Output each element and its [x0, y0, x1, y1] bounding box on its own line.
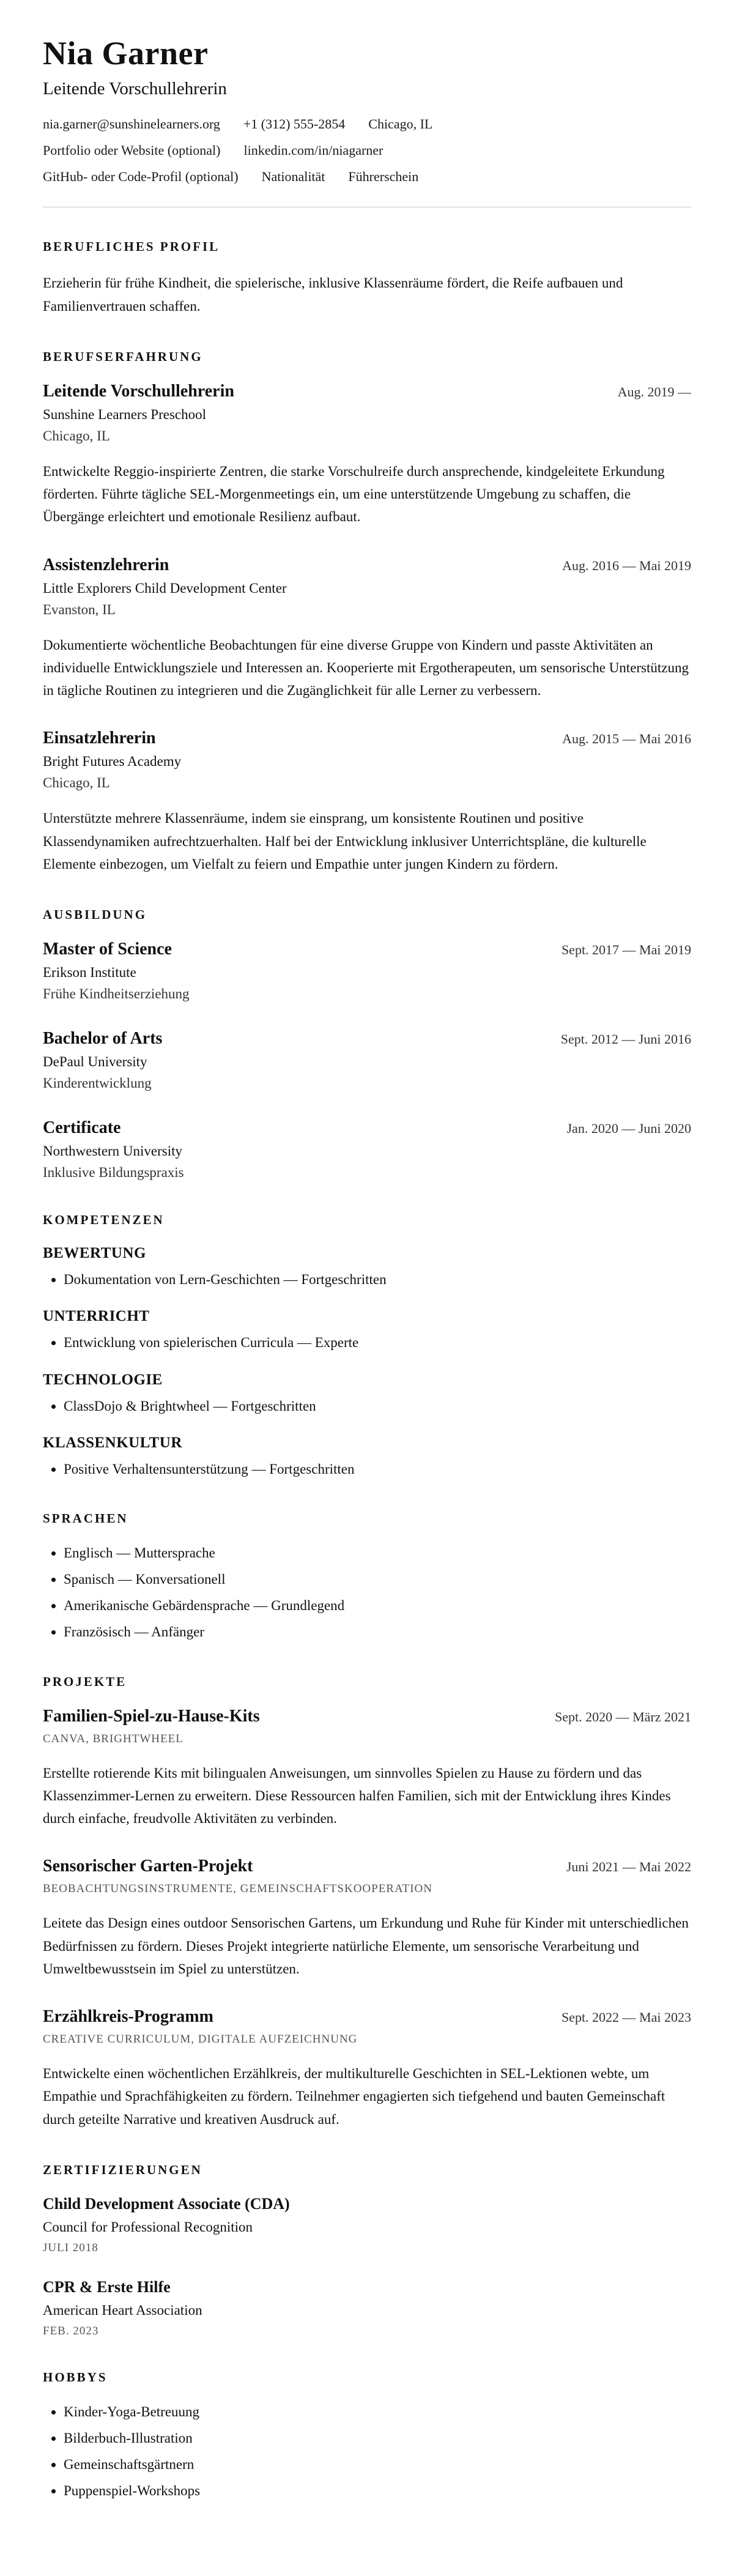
- job-title: Leitende Vorschullehrerin: [43, 381, 234, 401]
- language-item: • Französisch — Anfänger: [64, 1622, 691, 1642]
- project-description: Leitete das Design eines outdoor Sensorischen Gartens, um Erkundung und Ruhe für Kinder mit unterschiedlichen Bedürfnissen zu fördern. Dieses Projekt integrierte natürliche Elemente, um sensorische Verarbeitung und Umweltbewusstsein im Spiel zu unterstützen.: [43, 1915, 689, 1977]
- job-description: Dokumentierte wöchentliche Beobachtungen für eine diverse Gruppe von Kindern und passte Aktivitäten an individuelle Entwicklungsziele und Interessen an. Kooperierte mit Ergotherapeuten, um sensorische Unterstützung in tägliche Routinen zu integrieren und die Zugänglichkeit für alle Lerner zu verbessern.: [43, 637, 689, 699]
- section-heading-hobbies: HOBBYS: [43, 2369, 108, 2385]
- section-education: [43, 907, 691, 1181]
- experience-entry: [43, 729, 691, 875]
- skill-group: [43, 1245, 691, 1290]
- skill-item: • ClassDojo & Brightwheel — Fortgeschritten: [64, 1397, 691, 1416]
- project-tools: BEOBACHTUNGSINSTRUMENTE, GEMEINSCHAFTSKOOPERATION: [43, 1882, 432, 1896]
- certification-name: Child Development Associate (CDA): [43, 2194, 290, 2213]
- skill-group: [43, 1435, 691, 1479]
- job-location: Chicago, IL: [43, 428, 110, 444]
- skill-group-label: KLASSENKULTUR: [43, 1434, 182, 1451]
- project-date: Sept. 2022 — Mai 2023: [561, 2010, 691, 2025]
- education-entry: [43, 1118, 691, 1181]
- section-heading-education: AUSBILDUNG: [43, 907, 147, 922]
- contact-phone: +1 (312) 555-2854: [243, 116, 346, 132]
- contact-row-2: [43, 143, 691, 158]
- skill-item: • Positive Verhaltensunterstützung — Fortgeschritten: [64, 1460, 691, 1479]
- experience-entry: [43, 382, 691, 529]
- job-company: Little Explorers Child Development Center: [43, 580, 287, 596]
- profile-text: Erzieherin für frühe Kindheit, die spielerische, inklusive Klassenräume fördert, die Reife aufbauen und Familienvertrauen schaffen.: [43, 275, 623, 314]
- section-projects: [43, 1674, 691, 2131]
- job-date: Aug. 2015 — Mai 2016: [562, 731, 691, 747]
- section-heading-profile: BERUFLICHES PROFIL: [43, 239, 220, 254]
- project-title: Erzählkreis-Programm: [43, 2007, 213, 2027]
- skill-list: [43, 1270, 691, 1290]
- resume-header: [43, 35, 691, 207]
- certification-entry: [43, 2278, 691, 2338]
- project-entry-head: [43, 2007, 691, 2027]
- section-heading-skills: KOMPETENZEN: [43, 1212, 165, 1228]
- education-entry-head: [43, 940, 691, 959]
- certification-issuer: American Heart Association: [43, 2302, 202, 2318]
- certification-entry: [43, 2195, 691, 2255]
- experience-entry: [43, 555, 691, 702]
- job-description: Entwickelte Reggio-inspirierte Zentren, die starke Vorschulreife durch ansprechende, kindgeleitete Erkundung förderten. Führte tägliche SEL-Morgenmeetings ein, um eine unterstützende Umgebung zu schaffen, die Übergänge erleichtert und emotionale Resilienz aufbaut.: [43, 463, 665, 525]
- contact-row-3: [43, 169, 691, 185]
- degree-date: Jan. 2020 — Juni 2020: [566, 1121, 691, 1137]
- degree-field: Kinderentwicklung: [43, 1075, 152, 1091]
- experience-entry-head: [43, 382, 691, 401]
- language-item: • Spanisch — Konversationell: [64, 1570, 691, 1589]
- project-date: Juni 2021 — Mai 2022: [566, 1859, 691, 1875]
- skill-list: [43, 1460, 691, 1479]
- section-heading-certifications: ZERTIFIZIERUNGEN: [43, 2162, 202, 2177]
- degree-school: Northwestern University: [43, 1143, 183, 1159]
- hobby-item: • Bilderbuch-Illustration: [64, 2429, 691, 2448]
- skill-list: [43, 1333, 691, 1353]
- contact-nationality: Nationalität: [261, 169, 325, 185]
- project-entry-head: [43, 1707, 691, 1726]
- section-certifications: [43, 2162, 691, 2338]
- job-date: Aug. 2019 —: [617, 384, 691, 399]
- contact-github: GitHub- oder Code-Profil (optional): [43, 169, 239, 185]
- section-skills: [43, 1212, 691, 1479]
- degree-title: Master of Science: [43, 940, 172, 959]
- degree-school: DePaul University: [43, 1054, 147, 1070]
- hobby-item: • Kinder-Yoga-Betreuung: [64, 2402, 691, 2422]
- section-languages: [43, 1511, 691, 1642]
- job-title: Assistenzlehrerin: [43, 555, 169, 574]
- hobby-item: • Puppenspiel-Workshops: [64, 2481, 691, 2501]
- section-hobbies: [43, 2370, 691, 2501]
- job-date: Aug. 2016 — Mai 2019: [562, 557, 691, 573]
- skill-group: [43, 1372, 691, 1416]
- project-title: Sensorischer Garten-Projekt: [43, 1857, 253, 1876]
- project-description: Entwickelte einen wöchentlichen Erzählkreis, der multikulturelle Geschichten in SEL-Lektionen webte, um Empathie und Sprachfähigkeiten zu fördern. Teilnehmer engagierten sich tiefgehend und bauten Gemeinschaft durch geteilte Narrative und kreativen Ausdruck auf.: [43, 2066, 665, 2127]
- skill-list: [43, 1397, 691, 1416]
- skill-group-label: TECHNOLOGIE: [43, 1371, 163, 1388]
- section-heading-experience: BERUFSERFAHRUNG: [43, 349, 203, 364]
- contact-row-1: [43, 116, 691, 132]
- skill-item: • Entwicklung von spielerischen Curricula — Experte: [64, 1333, 691, 1353]
- certification-name: CPR & Erste Hilfe: [43, 2277, 171, 2296]
- education-entry-head: [43, 1029, 691, 1049]
- project-entry: [43, 1857, 691, 1980]
- skill-group-label: UNTERRICHT: [43, 1308, 150, 1325]
- job-location: Chicago, IL: [43, 775, 110, 791]
- degree-field: Inklusive Bildungspraxis: [43, 1165, 184, 1181]
- section-profile: [43, 239, 691, 317]
- degree-date: Sept. 2017 — Mai 2019: [561, 942, 691, 958]
- degree-title: Bachelor of Arts: [43, 1029, 163, 1049]
- degree-title: Certificate: [43, 1118, 121, 1138]
- hobby-item: • Gemeinschaftsgärtnern: [64, 2455, 691, 2474]
- skill-group-label: BEWERTUNG: [43, 1245, 146, 1262]
- hobby-list: [43, 2402, 691, 2501]
- education-entry: [43, 940, 691, 1002]
- project-tools: CREATIVE CURRICULUM, DIGITALE AUFZEICHNUNG: [43, 2033, 358, 2046]
- project-entry-head: [43, 1857, 691, 1876]
- contact-linkedin: linkedin.com/in/niagarner: [243, 143, 384, 158]
- education-entry: [43, 1029, 691, 1091]
- project-description: Erstellte rotierende Kits mit bilingualen Anweisungen, um sinnvolles Spielen zu Hause zu fördern und das Klassenzimmer-Lernen zu erweitern. Diese Ressourcen halfen Familien, sich mit der Entwicklung ihres Kindes durch einfache, freudvolle Aktivitäten zu verbinden.: [43, 1765, 671, 1827]
- project-tools: CANVA, BRIGHTWHEEL: [43, 1732, 184, 1745]
- section-heading-languages: SPRACHEN: [43, 1510, 128, 1526]
- job-location: Evanston, IL: [43, 601, 116, 617]
- contact-license: Führerschein: [348, 169, 419, 185]
- experience-entry-head: [43, 729, 691, 748]
- resume-headline: Leitende Vorschullehrerin: [43, 79, 227, 99]
- contact-location: Chicago, IL: [368, 116, 433, 132]
- degree-school: Erikson Institute: [43, 965, 136, 981]
- project-date: Sept. 2020 — März 2021: [554, 1709, 691, 1724]
- experience-entry-head: [43, 555, 691, 575]
- certification-date: JULI 2018: [43, 2241, 98, 2254]
- job-company: Sunshine Learners Preschool: [43, 406, 206, 422]
- education-entry-head: [43, 1118, 691, 1138]
- section-experience: [43, 349, 691, 875]
- certification-date: FEB. 2023: [43, 2324, 99, 2337]
- language-item: • Amerikanische Gebärdensprache — Grundlegend: [64, 1596, 691, 1616]
- project-entry: [43, 2007, 691, 2131]
- skill-item: • Dokumentation von Lern-Geschichten — Fortgeschritten: [64, 1270, 691, 1290]
- project-title: Familien-Spiel-zu-Hause-Kits: [43, 1706, 260, 1726]
- resume-name: Nia Garner: [43, 35, 209, 72]
- skill-group: [43, 1308, 691, 1353]
- job-title: Einsatzlehrerin: [43, 729, 156, 748]
- job-description: Unterstützte mehrere Klassenräume, indem sie einsprang, um konsistente Routinen und positive Klassendynamiken aufrechtzuerhalten. Half bei der Entwicklung inklusiver Unterrichtspläne, die kulturelle Elemente einbezogen, um Vielfalt zu feiern und Empathie unter jungen Kindern zu fördern.: [43, 811, 647, 872]
- contact-block: [43, 116, 691, 185]
- language-item: • Englisch — Muttersprache: [64, 1543, 691, 1563]
- degree-field: Frühe Kindheitserziehung: [43, 986, 190, 1002]
- contact-email: nia.garner@sunshinelearners.org: [43, 116, 220, 132]
- section-heading-projects: PROJEKTE: [43, 1674, 127, 1689]
- degree-date: Sept. 2012 — Juni 2016: [560, 1031, 691, 1047]
- project-entry: [43, 1707, 691, 1830]
- language-list: [43, 1543, 691, 1642]
- contact-portfolio: Portfolio oder Website (optional): [43, 143, 221, 158]
- job-company: Bright Futures Academy: [43, 754, 182, 770]
- certification-issuer: Council for Professional Recognition: [43, 2219, 253, 2235]
